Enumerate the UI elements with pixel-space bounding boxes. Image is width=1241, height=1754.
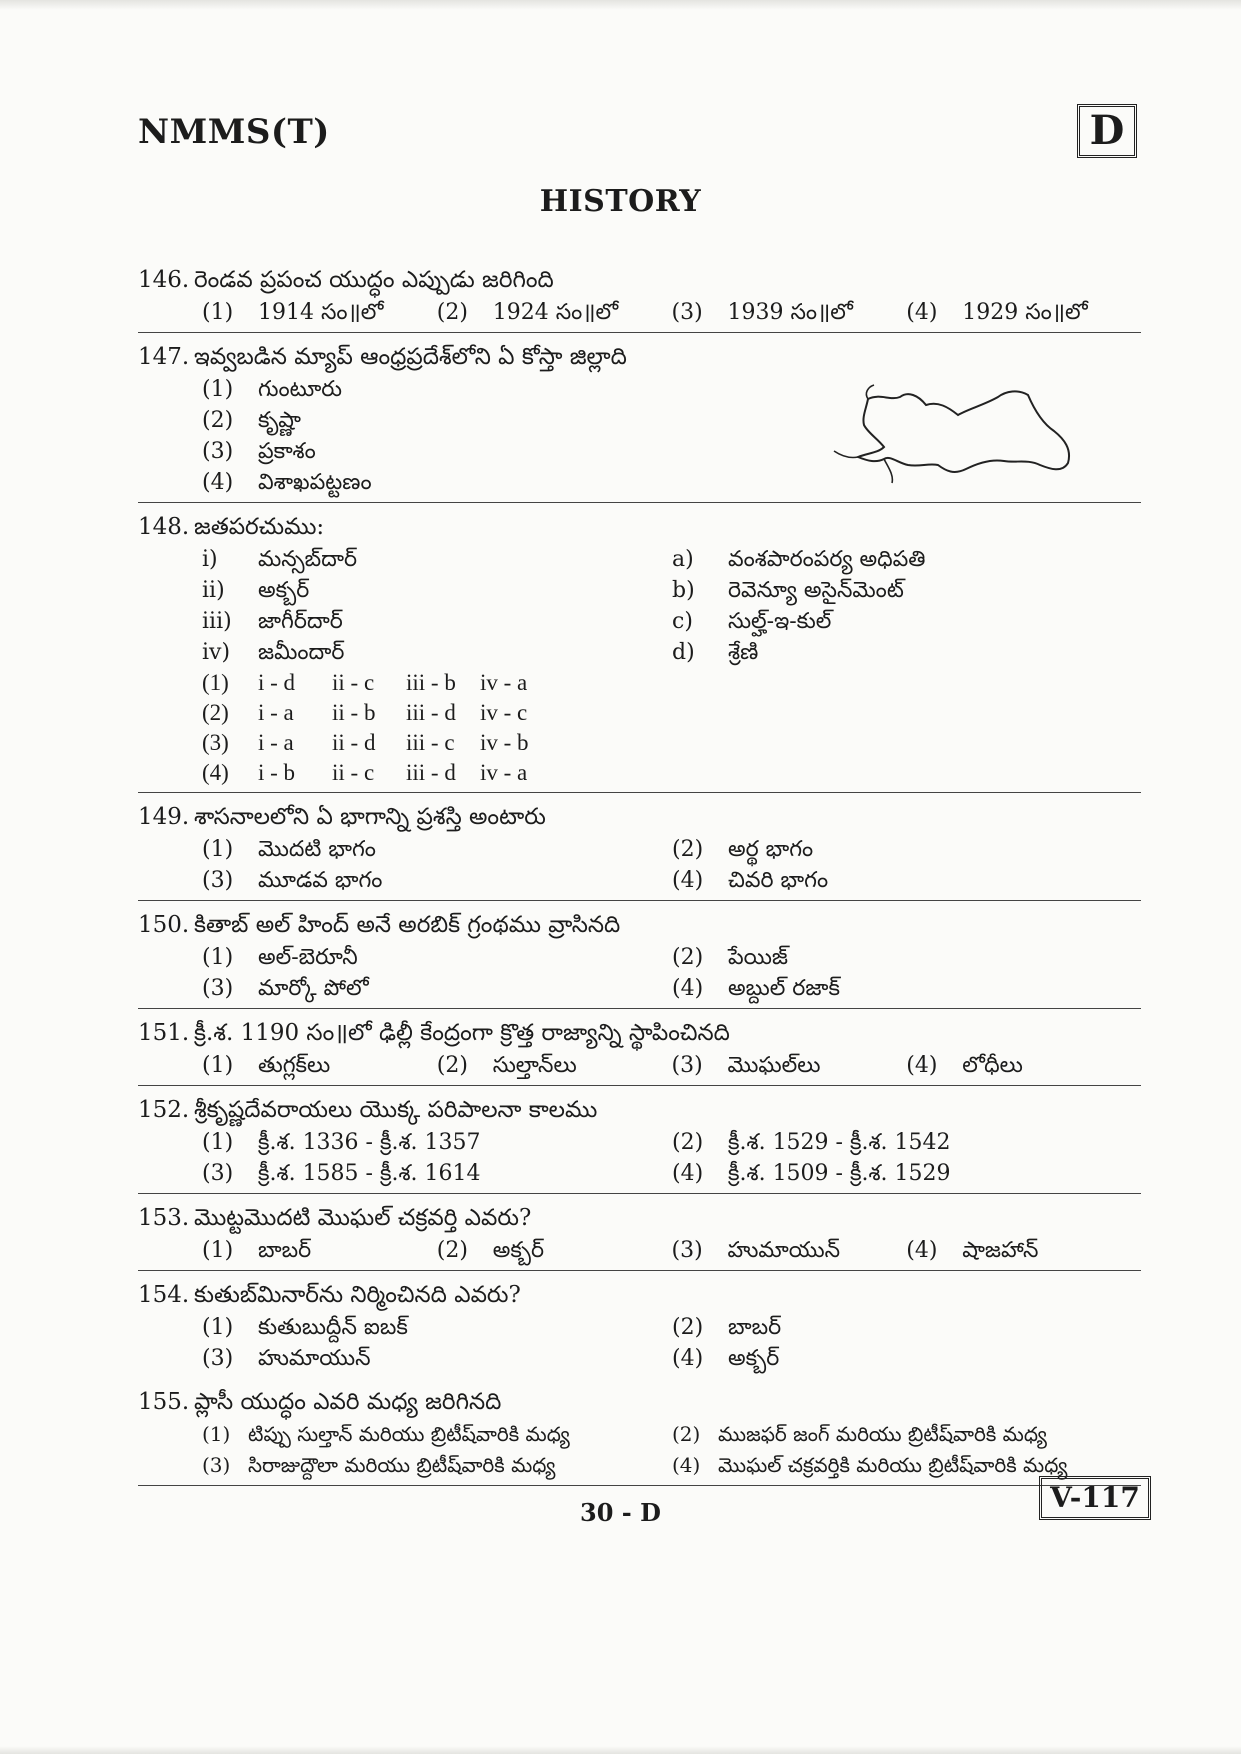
option-2[interactable]: (2) బాబర్ xyxy=(672,1315,782,1340)
question-number: 152. xyxy=(138,1097,190,1123)
option-2[interactable]: (2) పేయిజ్ xyxy=(672,945,789,970)
question-text: కితాబ్ అల్ హింద్ అనే అరబిక్ గ్రంథము వ్రాసినది xyxy=(194,912,621,938)
option-4[interactable]: (4) విశాఖపట్టణం xyxy=(202,470,372,495)
option-4[interactable]: (4) చివరి భాగం xyxy=(672,868,829,893)
option-3[interactable]: (3) మొఘల్‌లు xyxy=(671,1053,821,1078)
question-number: 153. xyxy=(138,1205,190,1231)
option-4[interactable]: (4) 1929 సం॥లో xyxy=(906,300,1088,325)
match-item-ii: ii) అక్బర్ xyxy=(202,578,310,603)
scan-edge xyxy=(0,0,1241,10)
question-text: ఇవ్వబడిన మ్యాప్ ఆంధ్రప్రదేశ్‌లోని ఏ కోస్తా జిల్లాది xyxy=(194,344,627,370)
option-2[interactable]: (2) అక్బర్ xyxy=(436,1238,545,1263)
option-2[interactable]: (2) i - a ii - b iii - d iv - c xyxy=(202,700,528,725)
question-text: శ్రీకృష్ణదేవరాయలు యొక్క పరిపాలనా కాలము xyxy=(194,1097,598,1123)
option-3[interactable]: (3) హుమాయున్ xyxy=(202,1346,371,1371)
option-4[interactable]: (4) మొఘల్ చక్రవర్తికి మరియు బ్రిటీష్‌వారికి మధ్య xyxy=(672,1453,1068,1477)
question-text: జతపరచుము: xyxy=(194,514,325,540)
question-text: కుతుబ్‌మినార్‌ను నిర్మించినది ఎవరు? xyxy=(194,1282,521,1308)
option-3[interactable]: (3) 1939 సం॥లో xyxy=(671,300,853,325)
option-3[interactable]: (3) ప్రకాశం xyxy=(202,439,316,464)
question-number: 146. xyxy=(138,267,190,293)
page-number: 30 - D xyxy=(580,1498,661,1527)
question-list xyxy=(138,262,1141,1492)
district-map-outline xyxy=(828,379,1148,489)
question-text: శాసనాలలోని ఏ భాగాన్ని ప్రశస్తి అంటారు xyxy=(194,804,546,830)
option-1[interactable]: (1) టిప్పు సుల్తాన్ మరియు బ్రిటీష్‌వారికి మధ్య xyxy=(202,1422,570,1446)
match-column-left xyxy=(202,544,672,668)
question-150 xyxy=(138,907,1141,1009)
match-column-right xyxy=(672,544,926,668)
option-2[interactable]: (2) క్రీ.శ. 1529 - క్రీ.శ. 1542 xyxy=(672,1130,951,1155)
question-number: 148. xyxy=(138,514,190,540)
question-number: 149. xyxy=(138,804,190,830)
match-item-i: i) మన్సబ్‌దార్ xyxy=(202,547,358,572)
option-1[interactable]: (1) బాబర్ xyxy=(202,1238,312,1263)
question-number: 151. xyxy=(138,1020,190,1046)
question-151 xyxy=(138,1015,1141,1086)
question-149 xyxy=(138,799,1141,901)
option-3[interactable]: (3) క్రీ.శ. 1585 - క్రీ.శ. 1614 xyxy=(202,1161,481,1186)
option-1[interactable]: (1) క్రీ.శ. 1336 - క్రీ.శ. 1357 xyxy=(202,1130,481,1155)
question-148 xyxy=(138,509,1141,793)
question-155 xyxy=(138,1384,1141,1486)
option-3[interactable]: (3) సిరాజుద్దౌలా మరియు బ్రిటీష్‌వారికి మధ్య xyxy=(202,1453,556,1477)
option-2[interactable]: (2) అర్థ భాగం xyxy=(672,837,814,862)
option-2[interactable]: (2) కృష్ణా xyxy=(202,408,301,433)
question-153 xyxy=(138,1200,1141,1271)
question-154 xyxy=(138,1277,1141,1378)
question-text: రెండవ ప్రపంచ యుద్ధం ఎప్పుడు జరిగింది xyxy=(194,267,554,293)
match-item-b: b) రెవెన్యూ అసైన్‌మెంట్ xyxy=(672,578,904,603)
match-item-c: c) సుల్హ్-ఇ-కుల్ xyxy=(672,609,832,634)
option-1[interactable]: (1) తుగ్లక్‌లు xyxy=(202,1053,331,1078)
option-1[interactable]: (1) 1914 సం॥లో xyxy=(202,300,384,325)
question-number: 147. xyxy=(138,344,190,370)
option-3[interactable]: (3) మార్కో పోలో xyxy=(202,976,369,1001)
option-1[interactable]: (1) i - d ii - c iii - b iv - a xyxy=(202,670,528,695)
question-146 xyxy=(138,262,1141,333)
option-4[interactable]: (4) లోధీలు xyxy=(906,1053,1023,1078)
question-number: 150. xyxy=(138,912,190,938)
subject-title: HISTORY xyxy=(539,184,702,219)
match-item-iii: iii) జాగీర్‌దార్ xyxy=(202,609,343,634)
option-4[interactable]: (4) అబ్దుల్ రజాక్ xyxy=(672,976,840,1001)
match-item-a: a) వంశపారంపర్య అధిపతి xyxy=(672,547,926,572)
exam-code: NMMS(T) xyxy=(138,112,330,152)
scan-edge xyxy=(0,1746,1241,1754)
option-2[interactable]: (2) ముజఫర్ జంగ్ మరియు బ్రిటీష్‌వారికి మధ్య xyxy=(672,1422,1047,1446)
option-2[interactable]: (2) 1924 సం॥లో xyxy=(436,300,619,325)
paper-code-box: V-117 xyxy=(1039,1476,1151,1520)
option-4[interactable]: (4) i - b ii - c iii - d iv - a xyxy=(202,760,528,785)
question-number: 155. xyxy=(138,1389,190,1415)
option-1[interactable]: (1) గుంటూరు xyxy=(202,377,342,402)
match-item-iv: iv) జమీందార్ xyxy=(202,640,345,665)
option-4[interactable]: (4) షాజహాన్ xyxy=(906,1238,1039,1263)
option-1[interactable]: (1) మొదటి భాగం xyxy=(202,837,376,862)
question-text: మొట్టమొదటి మొఘల్ చక్రవర్తి ఎవరు? xyxy=(194,1205,532,1231)
question-text: క్రీ.శ. 1190 సం॥లో ఢిల్లీ కేంద్రంగా క్రొత్త రాజ్యాన్ని స్థాపించినది xyxy=(194,1020,730,1046)
option-3[interactable]: (3) i - a ii - d iii - c iv - b xyxy=(202,730,529,755)
match-item-d: d) శ్రేణి xyxy=(672,640,759,665)
option-3[interactable]: (3) మూడవ భాగం xyxy=(202,868,383,893)
option-1[interactable]: (1) అల్-బెరూనీ xyxy=(202,945,358,970)
question-number: 154. xyxy=(138,1282,190,1308)
question-147 xyxy=(138,339,1141,503)
question-text: ప్లాసీ యుద్ధం ఎవరి మధ్య జరిగినది xyxy=(194,1389,502,1415)
option-4[interactable]: (4) క్రీ.శ. 1509 - క్రీ.శ. 1529 xyxy=(672,1161,951,1186)
question-152 xyxy=(138,1092,1141,1194)
set-letter-box: D xyxy=(1077,104,1137,158)
option-3[interactable]: (3) హుమాయున్ xyxy=(671,1238,841,1263)
option-4[interactable]: (4) అక్బర్ xyxy=(672,1346,780,1371)
option-2[interactable]: (2) సుల్తాన్‌లు xyxy=(436,1053,577,1078)
option-1[interactable]: (1) కుతుబుద్దీన్ ఐబక్ xyxy=(202,1315,408,1340)
